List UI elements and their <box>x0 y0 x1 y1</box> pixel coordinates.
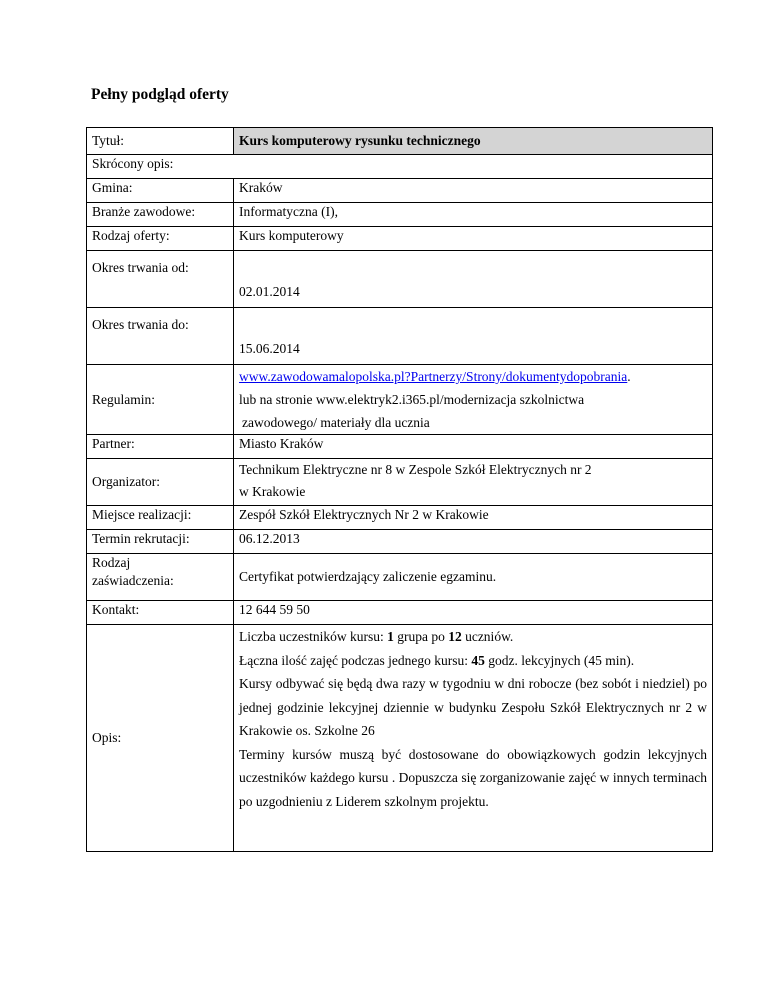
value-zaswiadczenie: Certyfikat potwierdzający zaliczenie egzaminu. <box>234 554 713 601</box>
value-branze: Informatyczna (I), <box>234 203 713 227</box>
value-partner: Miasto Kraków <box>234 435 713 459</box>
page-title: Pełny podgląd oferty <box>91 86 229 103</box>
label-rodzaj: Rodzaj oferty: <box>87 227 234 251</box>
label-opis: Opis: <box>87 625 234 852</box>
opis-p2-text: Łączna ilość zajęć podczas jednego kursu: <box>239 652 472 668</box>
row-okres-od <box>87 251 713 308</box>
opis-hours-count: 45 <box>471 652 485 668</box>
value-okres-od: 02.01.2014 <box>234 251 713 308</box>
opis-p2-post: godz. lekcyjnych (45 min). <box>484 652 635 668</box>
row-organizator <box>87 459 713 506</box>
label-kontakt: Kontakt: <box>87 601 234 625</box>
row-opis <box>87 625 713 852</box>
value-rodzaj: Kurs komputerowy <box>234 227 713 251</box>
label-title: Tytuł: <box>87 128 234 155</box>
value-termin: 06.12.2013 <box>234 530 713 554</box>
row-partner <box>87 435 713 459</box>
regulamin-link-suffix: . <box>627 369 631 384</box>
label-branze: Branże zawodowe: <box>87 203 234 227</box>
value-okres-do: 15.06.2014 <box>234 308 713 365</box>
value-miejsce: Zespół Szkół Elektrycznych Nr 2 w Krakowie <box>234 506 713 530</box>
row-branze <box>87 203 713 227</box>
label-zaswiadczenie-line-1: Rodzaj <box>92 555 131 570</box>
value-regulamin <box>234 365 713 435</box>
opis-paragraph-1 <box>239 625 707 649</box>
opis-p1-mid: grupa po <box>393 629 449 644</box>
label-zaswiadczenie-line-2: zaświadczenia: <box>92 573 174 588</box>
row-zaswiadczenie <box>87 554 713 601</box>
label-miejsce: Miejsce realizacji: <box>87 506 234 530</box>
label-termin: Termin rekrutacji: <box>87 530 234 554</box>
row-miejsce <box>87 506 713 530</box>
value-kontakt: 12 644 59 50 <box>234 601 713 625</box>
row-regulamin <box>87 365 713 435</box>
row-kontakt <box>87 601 713 625</box>
opis-p1-text: Liczba uczestników kursu: <box>239 629 388 644</box>
opis-paragraph-2 <box>239 649 707 673</box>
label-regulamin: Regulamin: <box>87 365 234 435</box>
value-opis <box>234 625 713 852</box>
organizator-line-1: Technikum Elektryczne nr 8 w Zespole Szkół Elektrycznych nr 2 <box>239 462 592 477</box>
regulamin-line-2: lub na stronie www.elektryk2.i365.pl/modernizacja szkolnictwa <box>239 392 585 407</box>
label-partner: Partner: <box>87 435 234 459</box>
value-organizator <box>234 459 713 506</box>
row-title <box>87 128 713 155</box>
opis-paragraph-4: Terminy kursów muszą być dostosowane do obowiązkowych godzin lekcyjnych uczestników każdego kursu . Dopuszcza się zorganizowanie zajęć w innych terminach po uzgodnieniu z Liderem szkolnym projektu. <box>239 746 707 809</box>
opis-p1-post: uczniów. <box>461 629 514 644</box>
opis-paragraph-3: Kursy odbywać się będą dwa razy w tygodniu w dni robocze (bez sobót i niedziel) po jednej godzinie lekcyjnej dziennie w budynku Zespołu Szkół Elektrycznych nr 2 w Krakowie os. Szkolne 26 <box>239 676 707 738</box>
opis-student-count: 12 <box>448 629 462 644</box>
row-okres-do <box>87 308 713 365</box>
label-short-desc: Skrócony opis: <box>87 155 713 179</box>
row-short-desc <box>87 155 713 179</box>
label-okres-do: Okres trwania do: <box>87 308 234 365</box>
regulamin-line-3: zawodowego/ materiały dla ucznia <box>242 415 430 430</box>
opis-group-count: 1 <box>387 629 394 644</box>
label-zaswiadczenie <box>87 554 234 601</box>
row-rodzaj <box>87 227 713 251</box>
regulamin-link[interactable]: www.zawodowamalopolska.pl?Partnerzy/Strony/dokumentydopobrania <box>239 369 628 384</box>
row-gmina <box>87 179 713 203</box>
value-title: Kurs komputerowy rysunku technicznego <box>234 128 713 155</box>
label-organizator: Organizator: <box>87 459 234 506</box>
row-termin <box>87 530 713 554</box>
label-okres-od: Okres trwania od: <box>87 251 234 308</box>
organizator-line-2: w Krakowie <box>239 484 306 499</box>
value-gmina: Kraków <box>234 179 713 203</box>
label-gmina: Gmina: <box>87 179 234 203</box>
offer-table <box>86 127 713 852</box>
